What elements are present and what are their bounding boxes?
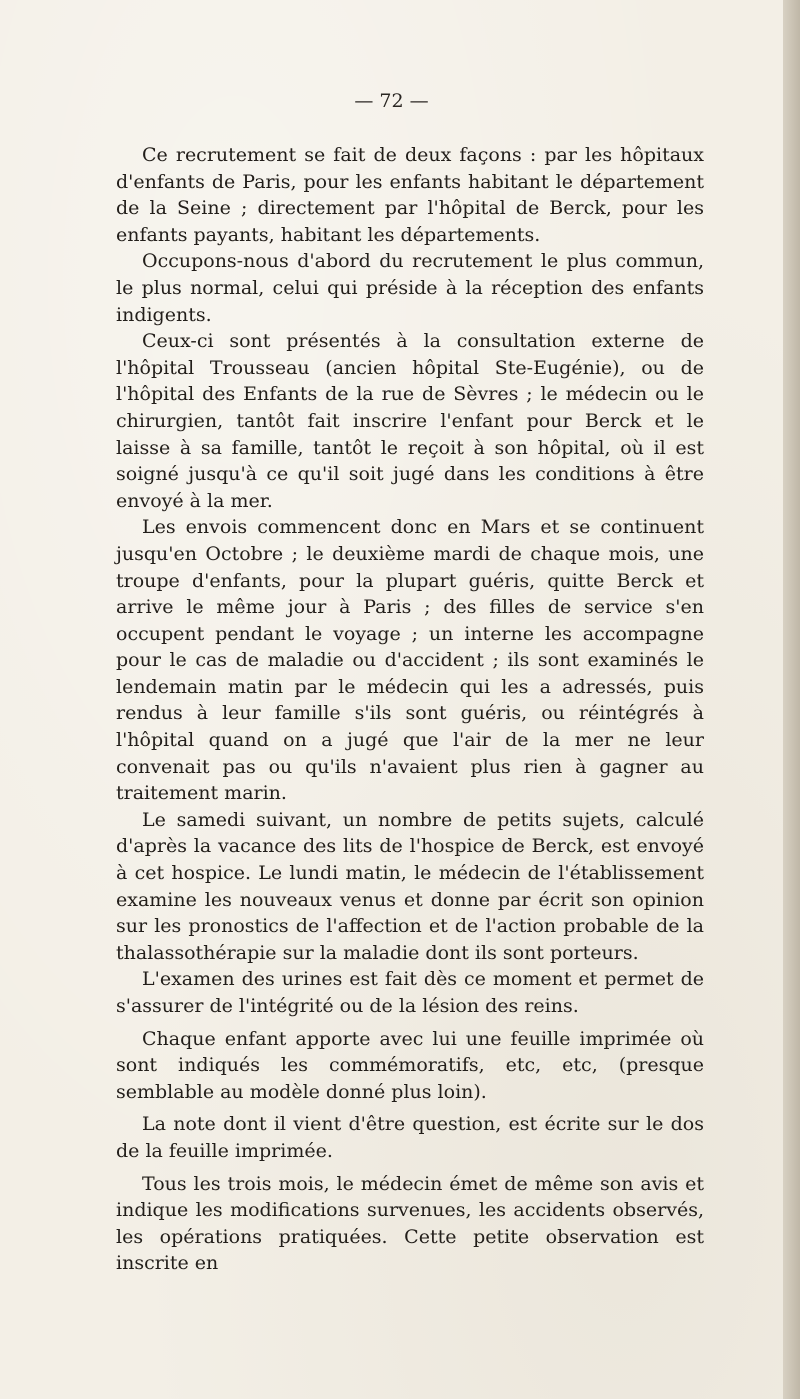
page-edge xyxy=(783,0,800,1399)
paragraph-6: L'examen des urines est fait dès ce moment et permet de s'assurer de l'intégrité ou de la lésion des reins. xyxy=(116,968,704,1017)
paragraph-4: Les envois commencent donc en Mars et se continuent jusqu'en Octobre ; le deuxième mardi de chaque mois, une troupe d'enfants, pour la plupart guéris, quitte Berck et arrive le même jour à Paris ; des filles de service s'en occupent pendant le voyage ; un interne les accompagne pour le cas de maladie ou d'accident ; ils sont examinés le lendemain matin par le médecin qui les a adressés, puis rendus à leur famille s'ils sont guéris, ou réintégrés à l'hôpital quand on a jugé que l'air de la mer ne leur convenait pas ou qu'ils n'avaient plus rien à gagner au traitement marin. xyxy=(116,516,704,805)
paragraph-5: Le samedi suivant, un nombre de petits sujets, calculé d'après la vacance des lits de l'hospice de Berck, est envoyé à cet hospice. Le lundi matin, le médecin de l'établissement examine les nouveaux venus et donne par écrit son opinion sur les pronostics de l'affection et de l'action probable de la thalassothérapie sur la maladie dont ils sont porteurs. xyxy=(116,808,704,964)
body-text xyxy=(116,142,704,1277)
paragraph-7: Chaque enfant apporte avec lui une feuille imprimée où sont indiqués les commémoratifs, etc, etc, (presque semblable au modèle donné plus loin). xyxy=(116,1027,704,1103)
paragraph-9: Tous les trois mois, le médecin émet de même son avis et indique les modifications survenues, les accidents observés, les opérations pratiquées. Cette petite observation est inscrite en xyxy=(116,1172,704,1275)
paragraph-1: Ce recrutement se fait de deux façons : par les hôpitaux d'enfants de Paris, pour les enfants habitant le département de la Seine ; directement par l'hôpital de Berck, pour les enfants payants, habitant les départements. xyxy=(116,144,704,246)
paragraph-3: Ceux-ci sont présentés à la consultation externe de l'hôpital Trousseau (ancien hôpital Ste-Eugénie), ou de l'hôpital des Enfants de la rue de Sèvres ; le médecin ou le chirurgien, tantôt fait inscrire l'enfant pour Berck et le laisse à sa famille, tantôt le reçoit à son hôpital, où il est soigné jusqu'à ce qu'il soit jugé dans les conditions à être envoyé à la mer. xyxy=(116,330,704,512)
paragraph-8: La note dont il vient d'être question, est écrite sur le dos de la feuille imprimée. xyxy=(116,1113,704,1162)
page-number: — 72 — xyxy=(354,90,429,112)
paragraph-2: Occupons-nous d'abord du recrutement le plus commun, le plus normal, celui qui préside à la réception des enfants indigents. xyxy=(116,250,704,326)
